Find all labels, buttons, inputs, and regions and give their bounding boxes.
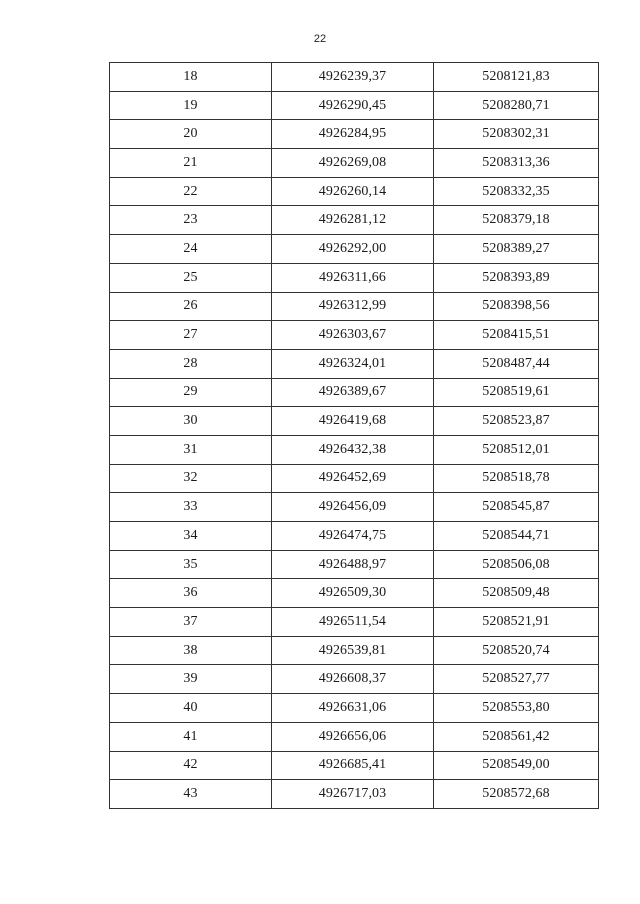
- y-coordinate-cell: 5208523,87: [434, 407, 599, 436]
- y-coordinate-cell: 5208519,61: [434, 378, 599, 407]
- x-coordinate-cell: 4926312,99: [272, 292, 434, 321]
- table-row: [110, 665, 599, 694]
- table-row: [110, 579, 599, 608]
- y-coordinate-cell: 5208544,71: [434, 522, 599, 551]
- table-row: [110, 550, 599, 579]
- x-coordinate-cell: 4926432,38: [272, 435, 434, 464]
- point-number-cell: 22: [110, 177, 272, 206]
- point-number-cell: 20: [110, 120, 272, 149]
- point-number-cell: 33: [110, 493, 272, 522]
- point-number-cell: 42: [110, 751, 272, 780]
- y-coordinate-cell: 5208509,48: [434, 579, 599, 608]
- y-coordinate-cell: 5208415,51: [434, 321, 599, 350]
- x-coordinate-cell: 4926608,37: [272, 665, 434, 694]
- table-row: [110, 349, 599, 378]
- page-number: 22: [313, 33, 327, 45]
- x-coordinate-cell: 4926685,41: [272, 751, 434, 780]
- point-number-cell: 26: [110, 292, 272, 321]
- point-number-cell: 21: [110, 149, 272, 178]
- x-coordinate-cell: 4926509,30: [272, 579, 434, 608]
- point-number-cell: 18: [110, 63, 272, 92]
- table-row: [110, 464, 599, 493]
- table-row: [110, 292, 599, 321]
- y-coordinate-cell: 5208506,08: [434, 550, 599, 579]
- table-row: [110, 751, 599, 780]
- table-row: [110, 608, 599, 637]
- point-number-cell: 29: [110, 378, 272, 407]
- point-number-cell: 36: [110, 579, 272, 608]
- point-number-cell: 35: [110, 550, 272, 579]
- table-row: [110, 263, 599, 292]
- x-coordinate-cell: 4926456,09: [272, 493, 434, 522]
- point-number-cell: 41: [110, 722, 272, 751]
- x-coordinate-cell: 4926717,03: [272, 780, 434, 809]
- y-coordinate-cell: 5208545,87: [434, 493, 599, 522]
- point-number-cell: 32: [110, 464, 272, 493]
- table-row: [110, 321, 599, 350]
- table-row: [110, 694, 599, 723]
- point-number-cell: 39: [110, 665, 272, 694]
- y-coordinate-cell: 5208379,18: [434, 206, 599, 235]
- x-coordinate-cell: 4926631,06: [272, 694, 434, 723]
- x-coordinate-cell: 4926303,67: [272, 321, 434, 350]
- x-coordinate-cell: 4926511,54: [272, 608, 434, 637]
- y-coordinate-cell: 5208280,71: [434, 91, 599, 120]
- y-coordinate-cell: 5208561,42: [434, 722, 599, 751]
- x-coordinate-cell: 4926292,00: [272, 235, 434, 264]
- table-row: [110, 235, 599, 264]
- x-coordinate-cell: 4926260,14: [272, 177, 434, 206]
- x-coordinate-cell: 4926290,45: [272, 91, 434, 120]
- table-row: [110, 435, 599, 464]
- table-row: [110, 177, 599, 206]
- x-coordinate-cell: 4926389,67: [272, 378, 434, 407]
- table-row: [110, 493, 599, 522]
- point-number-cell: 34: [110, 522, 272, 551]
- point-number-cell: 25: [110, 263, 272, 292]
- x-coordinate-cell: 4926281,12: [272, 206, 434, 235]
- table-row: [110, 636, 599, 665]
- table-row: [110, 407, 599, 436]
- point-number-cell: 28: [110, 349, 272, 378]
- table-row: [110, 522, 599, 551]
- point-number-cell: 27: [110, 321, 272, 350]
- x-coordinate-cell: 4926488,97: [272, 550, 434, 579]
- point-number-cell: 40: [110, 694, 272, 723]
- point-number-cell: 19: [110, 91, 272, 120]
- y-coordinate-cell: 5208389,27: [434, 235, 599, 264]
- table-row: [110, 120, 599, 149]
- table-row: [110, 63, 599, 92]
- x-coordinate-cell: 4926269,08: [272, 149, 434, 178]
- table-row: [110, 722, 599, 751]
- point-number-cell: 38: [110, 636, 272, 665]
- point-number-cell: 37: [110, 608, 272, 637]
- y-coordinate-cell: 5208313,36: [434, 149, 599, 178]
- y-coordinate-cell: 5208553,80: [434, 694, 599, 723]
- table-row: [110, 206, 599, 235]
- y-coordinate-cell: 5208572,68: [434, 780, 599, 809]
- point-number-cell: 30: [110, 407, 272, 436]
- table-row: [110, 149, 599, 178]
- x-coordinate-cell: 4926452,69: [272, 464, 434, 493]
- x-coordinate-cell: 4926311,66: [272, 263, 434, 292]
- x-coordinate-cell: 4926284,95: [272, 120, 434, 149]
- y-coordinate-cell: 5208398,56: [434, 292, 599, 321]
- point-number-cell: 43: [110, 780, 272, 809]
- x-coordinate-cell: 4926419,68: [272, 407, 434, 436]
- x-coordinate-cell: 4926474,75: [272, 522, 434, 551]
- y-coordinate-cell: 5208487,44: [434, 349, 599, 378]
- y-coordinate-cell: 5208520,74: [434, 636, 599, 665]
- table-row: [110, 378, 599, 407]
- point-number-cell: 31: [110, 435, 272, 464]
- point-number-cell: 24: [110, 235, 272, 264]
- y-coordinate-cell: 5208512,01: [434, 435, 599, 464]
- x-coordinate-cell: 4926656,06: [272, 722, 434, 751]
- y-coordinate-cell: 5208332,35: [434, 177, 599, 206]
- y-coordinate-cell: 5208549,00: [434, 751, 599, 780]
- point-number-cell: 23: [110, 206, 272, 235]
- y-coordinate-cell: 5208527,77: [434, 665, 599, 694]
- coordinates-table-body: [110, 63, 599, 809]
- y-coordinate-cell: 5208302,31: [434, 120, 599, 149]
- coordinates-table: [109, 62, 599, 809]
- table-row: [110, 91, 599, 120]
- y-coordinate-cell: 5208121,83: [434, 63, 599, 92]
- x-coordinate-cell: 4926324,01: [272, 349, 434, 378]
- table-row: [110, 780, 599, 809]
- y-coordinate-cell: 5208518,78: [434, 464, 599, 493]
- x-coordinate-cell: 4926539,81: [272, 636, 434, 665]
- x-coordinate-cell: 4926239,37: [272, 63, 434, 92]
- y-coordinate-cell: 5208393,89: [434, 263, 599, 292]
- y-coordinate-cell: 5208521,91: [434, 608, 599, 637]
